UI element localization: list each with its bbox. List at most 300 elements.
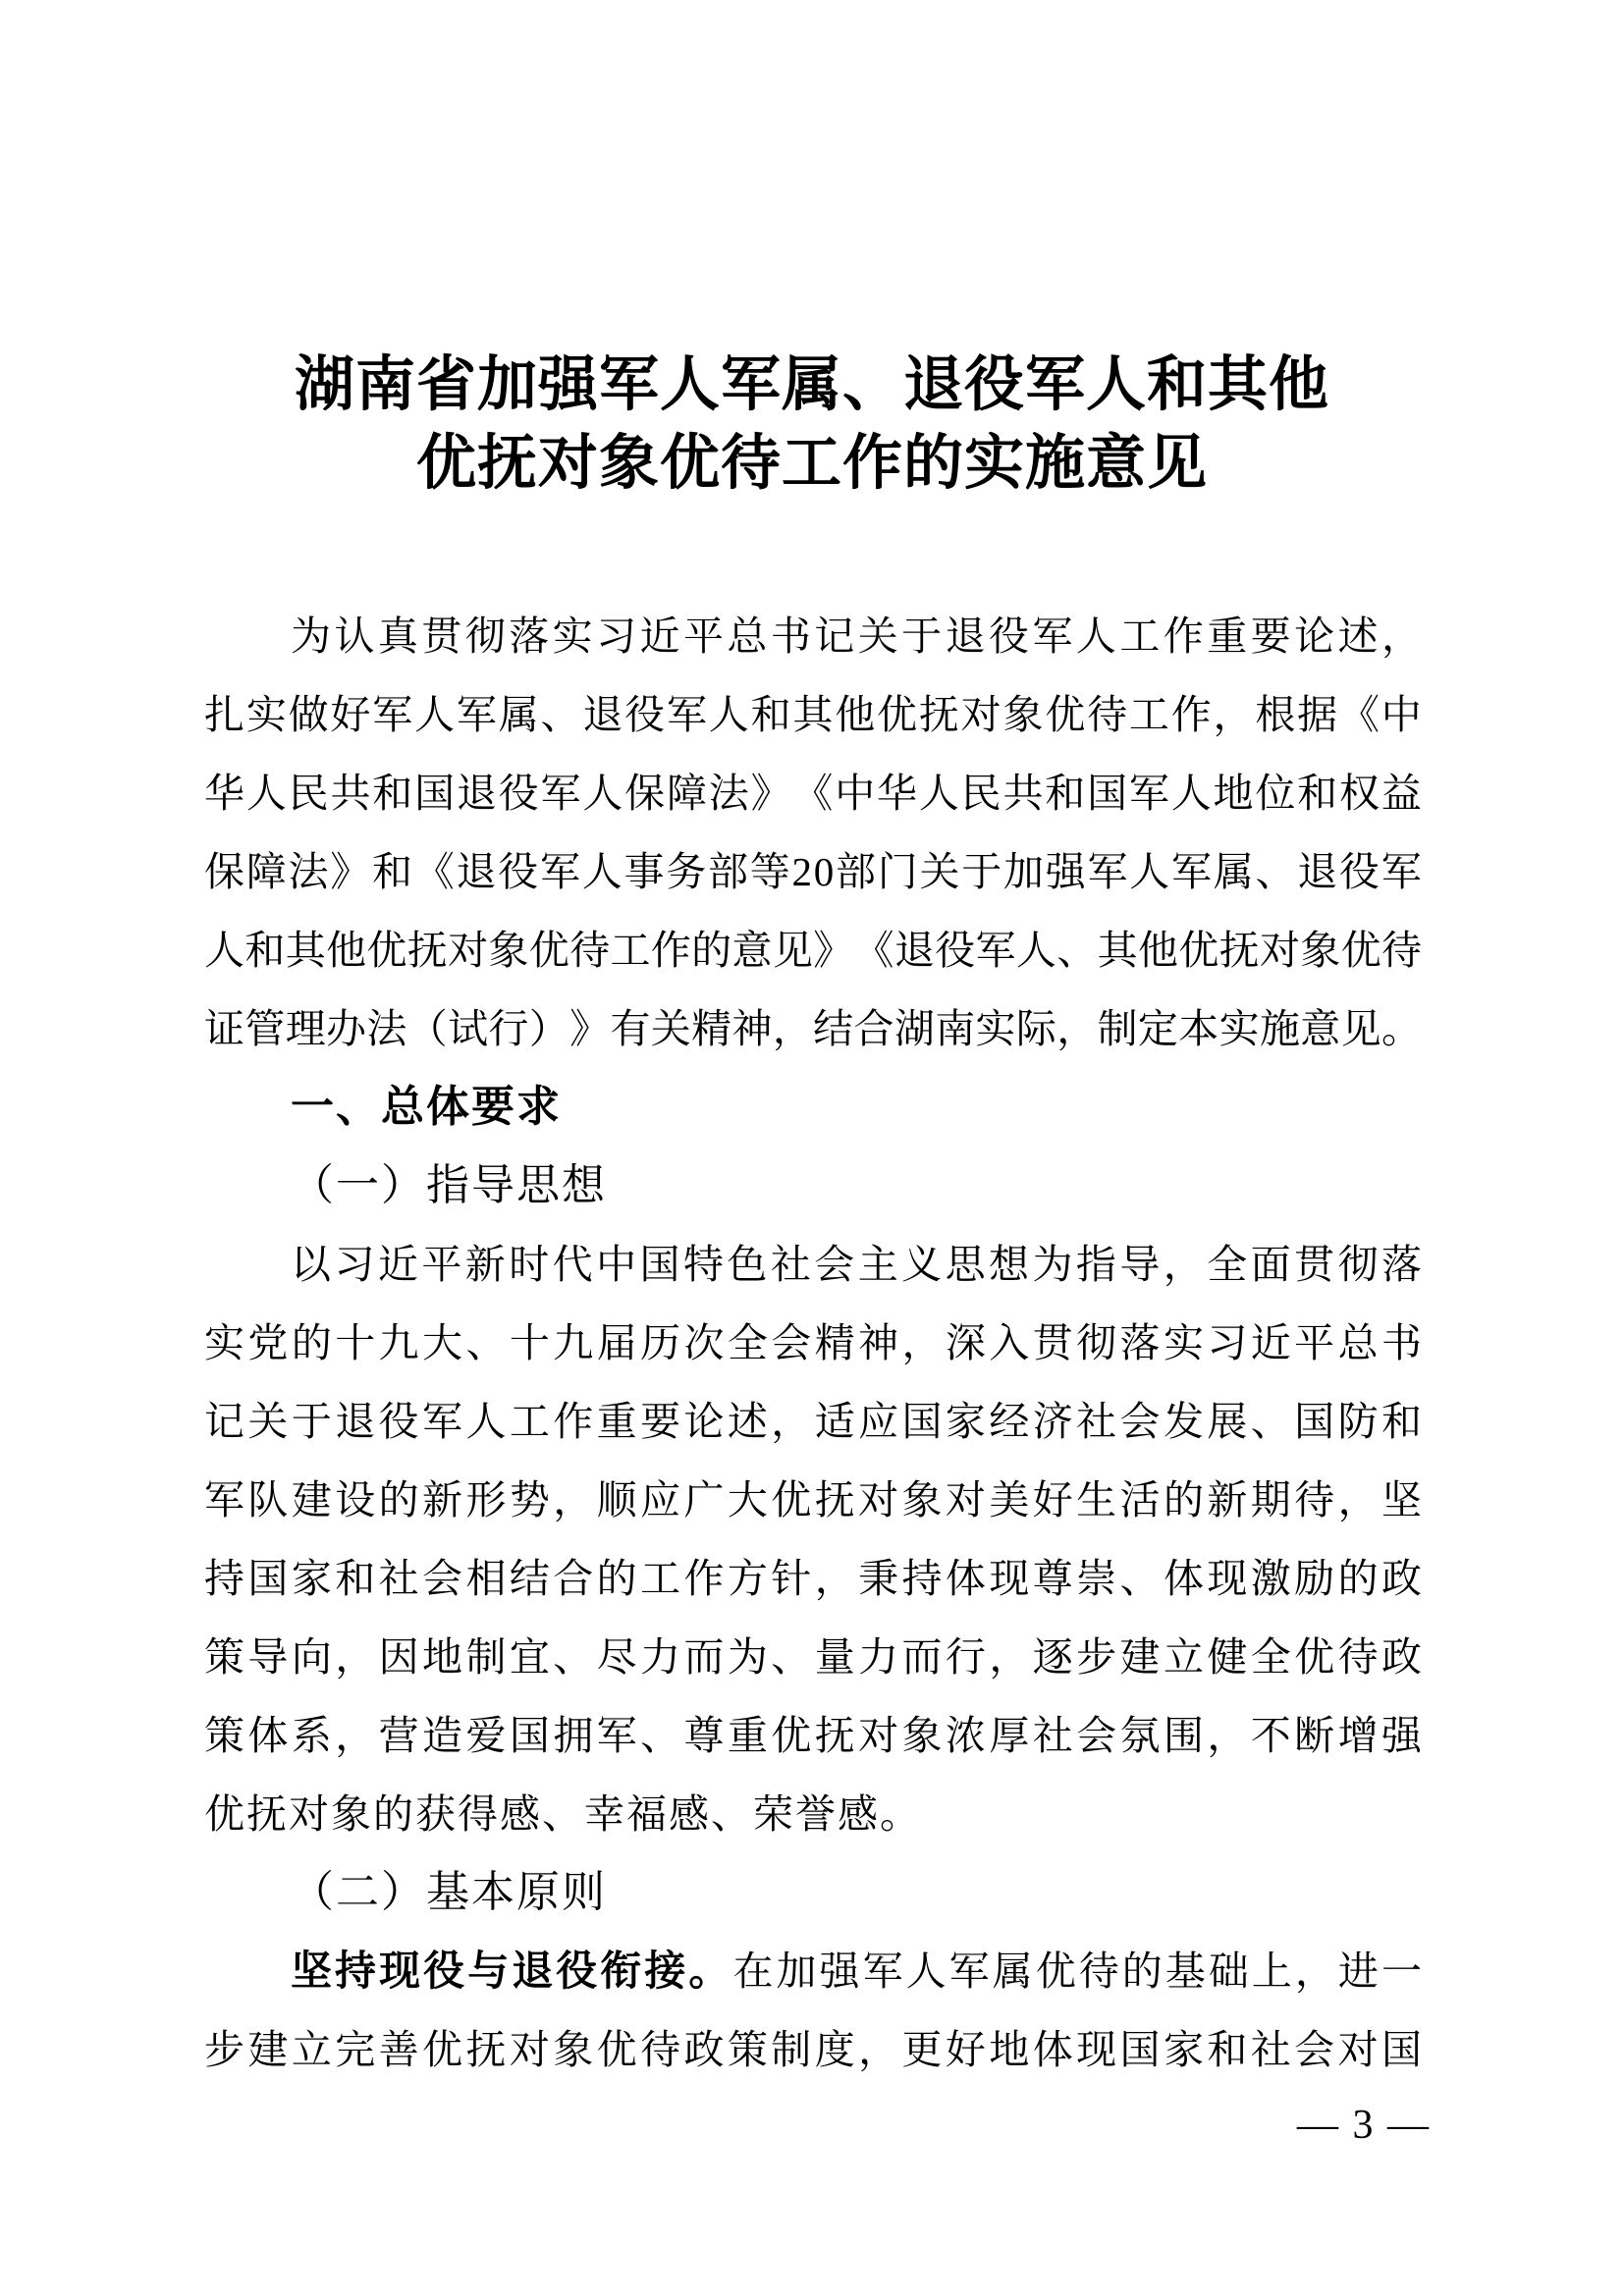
text-char: 对 [509,2026,550,2072]
text-char: 理 [285,1005,326,1051]
text-char: 时 [509,1241,550,1287]
text-char: 地 [1213,770,1254,816]
text-char: 济 [1032,1398,1073,1444]
text-char: 九 [378,1319,419,1365]
text-char: 而 [683,1633,725,1680]
text-char: 尽 [596,1633,637,1680]
text-char: 强 [819,1948,860,1994]
text-char: 强 [1380,1712,1422,1758]
text-char: 好 [330,691,371,737]
text-char: 社 [378,1555,419,1601]
text-char: 优 [596,2026,637,2072]
text-char: 和 [1297,770,1338,816]
text-char: 尊 [1032,1555,1073,1601]
text-line [204,754,1422,832]
text-char: 拥 [553,1712,594,1758]
text-char: 会 [422,1555,463,1601]
text-char: 社 [770,1241,811,1287]
text-char: 《 [792,770,834,816]
text-char: 新 [1207,1476,1248,1522]
text-char: 神 [858,1319,899,1365]
text-char: 更 [901,2026,943,2072]
text-char: 彻 [464,613,506,659]
text-char: 论 [683,1398,725,1444]
text-char: 中 [596,1241,637,1287]
text-char: 要 [1250,613,1291,659]
text-char: 军 [1128,770,1169,816]
text-char: 次 [683,1319,725,1365]
text-char: 他 [835,691,876,737]
text-char: 人 [245,770,287,816]
text-char: 作 [1170,691,1212,737]
text-char: 《 [1338,691,1380,737]
text-char: 作 [1163,613,1204,659]
text-char: 新 [422,1476,463,1522]
text-char: 力 [640,1633,681,1680]
text-char: 0 [813,848,835,894]
text-char: 势 [509,1476,550,1522]
text-char: 待 [1087,691,1128,737]
text-char: 深 [945,1319,986,1365]
text-char: 崇 [1076,1555,1117,1601]
text-char: 完 [335,2026,376,2072]
text-char: 记 [814,613,855,659]
text-char: ， [772,1005,813,1051]
text-char: 强 [1045,848,1086,894]
text-char: 工 [610,927,651,973]
text-char: 和 [1045,770,1086,816]
text-char: ， [1207,1712,1248,1758]
text-char: 军 [540,770,581,816]
text-char: 优 [1045,691,1086,737]
text-char: ， [1337,1476,1379,1522]
text-char: 结 [813,1005,854,1051]
text-char: 国 [901,1398,943,1444]
text-char: 应 [640,1476,681,1522]
text-char: 对 [1259,927,1300,973]
section-heading: 一、总体要求 [291,1083,562,1131]
text-char: 生 [1076,1476,1117,1522]
text-char: 象 [1002,691,1044,737]
text-char: 防 [1337,1398,1379,1444]
text-char: 落 [509,613,550,659]
text-char: 落 [1119,1319,1161,1365]
text-char: 思 [945,1241,986,1287]
text-char: 其 [1097,927,1138,973]
text-char: 期 [1250,1476,1291,1522]
text-char: 在 [732,1948,774,1994]
text-char: 氛 [1119,1712,1161,1758]
text-char: 建 [247,2026,289,2072]
text-char: 役 [624,691,666,737]
text-char: 述 [727,1398,768,1444]
text-char: 的 [291,1319,332,1365]
text-char: 步 [1076,1633,1117,1680]
text-char: 会 [1076,1712,1117,1758]
text-char: 退 [945,613,986,659]
text-char: 军 [862,1948,903,1994]
text-char: 试 [448,1005,489,1051]
text-char: （ [406,1005,448,1051]
text-line [204,1932,1422,2010]
text-char: 行 [488,1005,529,1051]
text-char: ， [858,2026,899,2072]
text-char: 立 [1163,1633,1204,1680]
bold-lead-text: 持 [335,1948,377,1994]
text-char: 象 [1300,927,1341,973]
text-char: 要 [640,1398,681,1444]
text-char: 于 [291,1398,332,1444]
text-char: 不 [1250,1712,1291,1758]
text-char: 办 [326,1005,367,1051]
text-char: 役 [498,770,539,816]
text-char: 优 [1035,1948,1076,1994]
text-char: 南 [935,1005,976,1051]
text-char: 于 [901,613,943,659]
text-char: 围 [1163,1712,1204,1758]
text-char: 抚 [918,691,959,737]
text-char: 认 [334,613,375,659]
text-char: 中 [835,770,876,816]
text-char: 据 [1297,691,1338,737]
text-char: 》 [330,848,371,894]
text-char: 实 [245,691,287,737]
text-char: 、 [1119,1555,1161,1601]
text-char: ， [771,1398,812,1444]
text-char: 家 [945,1398,986,1444]
text-char: 的 [1337,1555,1379,1601]
text-char: 而 [901,1633,943,1680]
text-char: 健 [1207,1633,1248,1680]
text-char: 全 [727,1319,768,1365]
text-char: 役 [378,1398,419,1444]
text-char: 建 [291,1476,332,1522]
text-char: 政 [1380,1633,1422,1680]
text-char: 全 [1207,1241,1248,1287]
text-char: 中 [1380,691,1422,737]
text-char: 。 [1380,1005,1422,1051]
text-char: 建 [1119,1633,1161,1680]
text-char: 华 [204,770,244,816]
text-char: 军 [975,927,1016,973]
text-char: 尊 [683,1712,725,1758]
text-char: 象 [901,1476,943,1522]
text-char: 象 [901,1712,943,1758]
text-line [204,911,1422,989]
text-char: ， [1380,613,1422,659]
text-char: 、 [465,1319,507,1365]
text-char: 的 [1163,1476,1204,1522]
text-char: 想 [989,1241,1029,1287]
text-char: 其 [285,927,326,973]
text-char: 见 [1340,1005,1381,1051]
text-char: 障 [245,848,287,894]
text-char: 实 [1218,1005,1260,1051]
text-char: 发 [1163,1398,1204,1444]
text-char: 地 [989,2026,1030,2072]
text-char: 会 [814,1241,855,1287]
text-char: 退 [456,770,497,816]
text-char: 关 [857,613,898,659]
text-char: 九 [553,1319,594,1365]
text-char: 退 [335,1398,376,1444]
text-char: 会 [1294,2026,1335,2072]
text-char: 厚 [989,1712,1030,1758]
text-char: 军 [1087,848,1128,894]
text-char: 事 [623,848,665,894]
text-char: 持 [901,1555,943,1601]
text-char: 断 [1294,1712,1335,1758]
text-char: 策 [727,2026,768,2072]
text-char: 意 [731,927,773,973]
text-char: 逐 [1032,1633,1073,1680]
text-char: 人 [918,770,959,816]
text-char: 管 [244,1005,286,1051]
text-char: 入 [989,1319,1030,1365]
text-char: 抚 [814,1712,855,1758]
text-char: 、 [1056,927,1098,973]
text-char: 优 [1294,1633,1335,1680]
text-char: 役 [989,613,1029,659]
text-char: 工 [640,1555,681,1601]
text-char: 体 [1163,1555,1204,1601]
text-char: 向 [291,1633,332,1680]
text-char: 共 [330,770,371,816]
text-char: 家 [1163,2026,1204,2072]
text-char: 保 [624,770,666,816]
text-char: 大 [727,1476,768,1522]
text-char: 论 [1294,613,1335,659]
text-char: 对 [1337,2026,1379,2072]
text-char: ， [1294,1948,1335,1994]
text-char: 浓 [945,1712,986,1758]
bold-lead-text: 。 [688,1948,731,1994]
text-char: 励 [1294,1555,1335,1601]
text-char: 国 [414,770,456,816]
text-char: 面 [1250,1241,1291,1287]
text-char: 社 [1250,2026,1291,2072]
text-char: 现 [989,1555,1030,1601]
text-char: 加 [776,1948,817,1994]
text-char: 工 [1128,691,1169,737]
text-char: 全 [1250,1633,1291,1680]
text-line [204,1696,1422,1775]
text-char: 体 [945,1555,986,1601]
text-char: 》 [569,1005,611,1051]
page-number: — 3 — [1297,2103,1431,2148]
bold-lead-text: 坚 [291,1948,333,1994]
text-char: 工 [509,1398,550,1444]
text-char: 总 [727,613,768,659]
text-char: 、 [1255,848,1296,894]
text-char: 设 [335,1476,376,1522]
text-char: ， [901,1319,943,1365]
text-char: 属 [498,691,539,737]
text-char: 重 [596,1398,637,1444]
text-char: 位 [1255,770,1296,816]
text-char: ， [1213,691,1254,737]
text-char: 作 [683,1555,725,1601]
document-title-line-1: 湖南省加强军人军属、退役军人和其他 [294,352,1329,418]
text-char: 十 [509,1319,550,1365]
text-char: 关 [247,1398,289,1444]
text-char: 加 [1003,848,1044,894]
text-char: 社 [1032,1712,1073,1758]
text-char: 抚 [465,2026,507,2072]
text-char: 优 [771,1712,812,1758]
text-char: 彻 [1076,1319,1117,1365]
text-char: 、 [540,691,581,737]
text-char: 指 [1075,1241,1116,1287]
text-char: 为 [727,1633,768,1680]
text-char: 部 [708,848,748,894]
text-char: 军 [596,1712,637,1758]
text-char: 军 [948,1948,990,1994]
text-char: 军 [422,1398,463,1444]
text-char: 和 [372,770,413,816]
text-char: 习 [334,1241,375,1287]
text-char: 人 [414,691,456,737]
text-char: 党 [247,1319,289,1365]
text-char: 实 [204,1319,244,1365]
text-char: 步 [204,2026,244,2072]
text-char: 国 [509,1712,550,1758]
text-char: 扎 [204,691,244,737]
text-char: 象 [488,927,529,973]
text-char: 策 [204,1633,244,1680]
text-char: 于 [961,848,1002,894]
text-char: 》 [750,770,791,816]
text-line [204,2010,1422,2089]
text-char: 实 [975,1005,1016,1051]
text-char: 工 [1119,613,1161,659]
text-char: 对 [945,1476,986,1522]
text-char: 施 [1259,1005,1300,1051]
text-char: 抚 [814,1476,855,1522]
text-char: 、 [771,1633,812,1680]
text-char: 彻 [1337,1241,1379,1287]
text-char: 立 [291,2026,332,2072]
text-char: 历 [640,1319,681,1365]
text-char: 导 [1119,1241,1161,1287]
text-char: 体 [247,1712,289,1758]
text-char: 贯 [421,613,462,659]
text-char: 贯 [1032,1319,1073,1365]
text-char: 做 [288,691,329,737]
sub-heading: （二）基本原则 [291,1868,607,1916]
text-char: 待 [569,927,611,973]
text-char: 合 [853,1005,894,1051]
text-char: 军 [1380,848,1422,894]
text-char: 人 [1129,848,1170,894]
text-char: 近 [377,1241,418,1287]
text-char: 抚 [1218,927,1260,973]
text-char: 持 [204,1555,244,1601]
document-body [204,597,1422,2089]
text-char: 地 [422,1633,463,1680]
text-char: 度 [814,2026,855,2072]
text-char: 现 [1207,1555,1248,1601]
text-char: 定 [1137,1005,1178,1051]
text-char: 政 [683,2026,725,2072]
text-char: 贯 [1294,1241,1335,1287]
text-char: 会 [1119,1398,1161,1444]
bold-lead-text: 衔 [600,1948,642,1994]
text-char: 待 [1380,927,1422,973]
text-char: 对 [858,1712,899,1758]
text-char: 其 [792,691,834,737]
text-char: 会 [771,1319,812,1365]
document-title-line-2: 优抚对象优待工作的实施意见 [415,431,1208,497]
text-char: ， [989,1633,1030,1680]
text-char: 增 [1337,1712,1379,1758]
text-char: 、 [1250,1398,1291,1444]
text-char: 抚 [406,927,448,973]
text-char: 优 [771,1476,812,1522]
text-char: 人 [204,927,244,973]
text-char: 为 [291,613,331,659]
text-char: 形 [465,1476,507,1522]
text-char: 书 [1380,1319,1422,1365]
text-char: 础 [1208,1948,1249,1994]
text-char: 待 [1337,1633,1379,1680]
text-char: 国 [1380,2026,1422,2072]
text-char: 军 [1171,848,1212,894]
text-char: 证 [204,1005,244,1051]
text-char: 精 [814,1319,855,1365]
text-char: 制 [465,1633,507,1680]
text-char: 系 [291,1712,332,1758]
text-char: 特 [682,1241,724,1287]
text-line [204,1382,1422,1461]
text-char: 门 [877,848,918,894]
bold-lead-text: 役 [556,1948,598,1994]
text-char: 大 [422,1319,463,1365]
text-char: 社 [1076,1398,1117,1444]
text-char: 对 [960,691,1001,737]
text-char: 对 [858,1476,899,1522]
text-char: 为 [1032,1241,1073,1287]
text-char: ， [1056,1005,1098,1051]
text-char: 基 [1164,1948,1206,1994]
text-char: 激 [1250,1555,1291,1601]
text-char: 导 [247,1633,289,1680]
text-char: 退 [1297,848,1338,894]
text-char: 实 [552,613,593,659]
text-char: 家 [291,1555,332,1601]
text-char: 役 [1339,848,1380,894]
text-char: 营 [378,1712,419,1758]
bold-lead-text: 役 [423,1948,465,1994]
text-char: 属 [992,1948,1033,1994]
text-char: 以 [291,1241,331,1287]
text-char: 好 [945,2026,986,2072]
text-char: 书 [770,613,811,659]
text-char: ， [553,1476,594,1522]
text-char: 待 [640,2026,681,2072]
text-char: 平 [682,613,724,659]
text-char: 现 [1076,2026,1117,2072]
text-char: 主 [857,1241,898,1287]
text-char: 国 [639,1241,680,1287]
text-char: 务 [666,848,707,894]
text-char: 行 [945,1633,986,1680]
text-char: 义 [901,1241,943,1287]
text-char: ， [1163,1241,1204,1287]
text-char: 《 [853,927,894,973]
text-char: 活 [1119,1476,1161,1522]
text-char: 精 [691,1005,732,1051]
